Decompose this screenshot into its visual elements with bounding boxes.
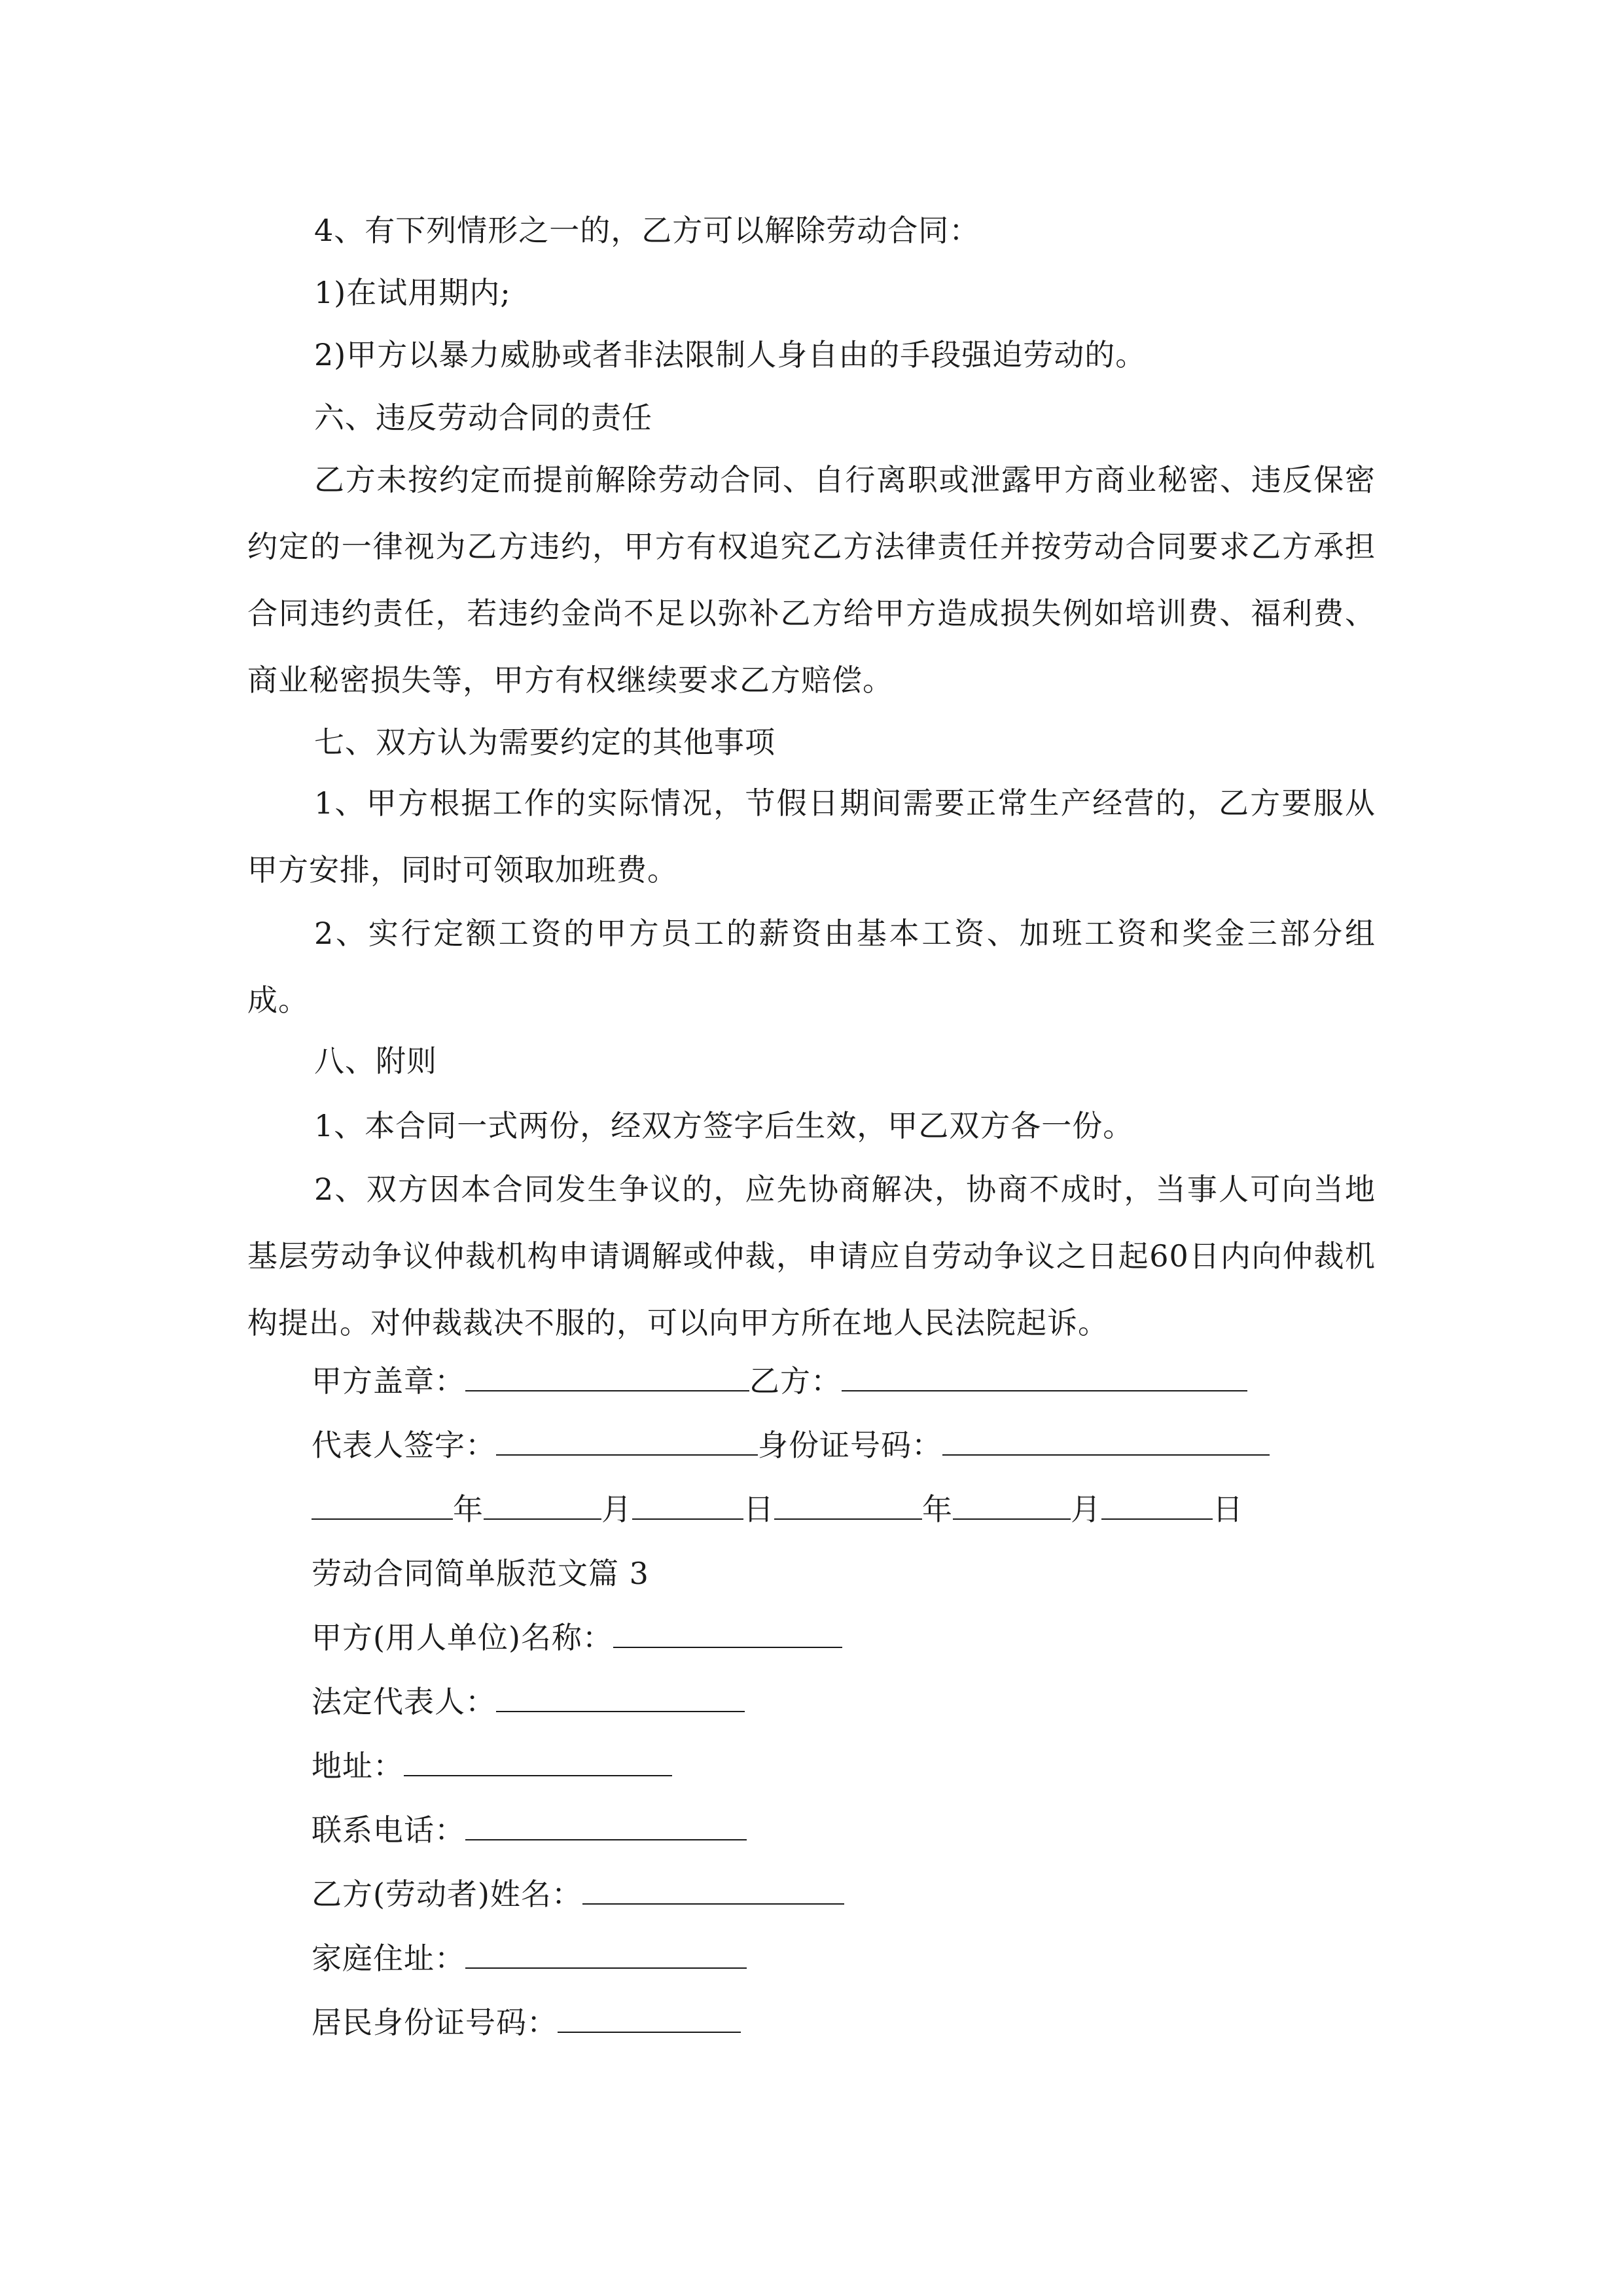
section-7-item-1: 1、甲方根据工作的实际情况，节假日期间需要正常生产经营的，乙方要服从甲方安排，同时可领取加班费。 bbox=[247, 785, 1376, 888]
party-a-seal-label: 甲方盖章： bbox=[312, 1363, 465, 1399]
section-8-item-2: 2、双方因本合同发生争议的，应先协商解决，协商不成时，当事人可向当地基层劳动争议仲裁机构申请调解或仲裁，申请应自劳动争议之日起60日内向仲裁机构提出。对仲裁裁决不服的，可以向甲方所在地人民法院起诉。 bbox=[247, 1172, 1376, 1340]
id-number-blank[interactable] bbox=[942, 1426, 1270, 1456]
legal-rep-blank[interactable] bbox=[496, 1682, 745, 1712]
section-6-heading: 六、违反劳动合同的责任 bbox=[314, 400, 652, 435]
party-a-year-blank[interactable] bbox=[312, 1490, 453, 1520]
party-a-month-label: 月 bbox=[601, 1492, 632, 1527]
party-a-month-blank[interactable] bbox=[484, 1490, 601, 1520]
signature-row-2 bbox=[312, 1426, 1270, 1465]
address-blank[interactable] bbox=[404, 1746, 672, 1776]
resident-id-row bbox=[312, 2003, 741, 2042]
representative-label: 代表人签字： bbox=[312, 1427, 496, 1463]
party-b-year-label: 年 bbox=[922, 1492, 953, 1527]
party-b-blank[interactable] bbox=[842, 1361, 1247, 1391]
party-a-year-label: 年 bbox=[453, 1492, 484, 1527]
home-address-blank[interactable] bbox=[465, 1939, 747, 1969]
section-6-body: 乙方未按约定而提前解除劳动合同、自行离职或泄露甲方商业秘密、违反保密约定的一律视为乙方违约，甲方有权追究乙方法律责任并按劳动合同要求乙方承担合同违约责任，若违约金尚不足以弥补乙方给甲方造成损失例如培训费、福利费、商业秘密损失等，甲方有权继续要求乙方赔偿。 bbox=[247, 462, 1376, 698]
section-8-item-1: 1、本合同一式两份，经双方签字后生效，甲乙双方各一份。 bbox=[314, 1108, 1134, 1143]
home-address-label: 家庭住址： bbox=[312, 1941, 465, 1976]
party-a-day-blank[interactable] bbox=[632, 1490, 743, 1520]
section-7-item-2: 2、实行定额工资的甲方员工的薪资由基本工资、加班工资和奖金三部分组成。 bbox=[247, 916, 1376, 1018]
representative-blank[interactable] bbox=[496, 1426, 758, 1456]
employee-name-blank[interactable] bbox=[582, 1874, 844, 1905]
address-label: 地址： bbox=[312, 1748, 404, 1784]
clause-4-item-2: 2)甲方以暴力威胁或者非法限制人身自由的手段强迫劳动的。 bbox=[314, 337, 1147, 372]
party-b-day-blank[interactable] bbox=[1101, 1490, 1213, 1520]
party-b-day-label: 日 bbox=[1213, 1492, 1243, 1527]
phone-blank[interactable] bbox=[465, 1810, 747, 1840]
party-b-month-blank[interactable] bbox=[953, 1490, 1071, 1520]
employer-name-blank[interactable] bbox=[613, 1618, 842, 1648]
phone-row bbox=[312, 1810, 747, 1850]
employee-name-row bbox=[312, 1874, 844, 1914]
address-row bbox=[312, 1746, 672, 1785]
resident-id-label: 居民身份证号码： bbox=[312, 2005, 558, 2040]
party-a-day-label: 日 bbox=[743, 1492, 774, 1527]
clause-4-intro: 4、有下列情形之一的，乙方可以解除劳动合同： bbox=[314, 213, 980, 248]
employer-name-label: 甲方(用人单位)名称： bbox=[312, 1620, 613, 1655]
legal-rep-row bbox=[312, 1682, 745, 1721]
section-7-heading: 七、双方认为需要约定的其他事项 bbox=[314, 725, 776, 760]
signature-date-row bbox=[312, 1490, 1243, 1529]
home-address-row bbox=[312, 1939, 747, 1978]
section-8-heading: 八、附则 bbox=[314, 1043, 437, 1079]
clause-4-item-1: 1)在试用期内; bbox=[314, 275, 511, 310]
legal-rep-label: 法定代表人： bbox=[312, 1684, 496, 1719]
party-b-month-label: 月 bbox=[1071, 1492, 1101, 1527]
signature-row-1 bbox=[312, 1361, 1247, 1401]
employee-name-label: 乙方(劳动者)姓名： bbox=[312, 1876, 582, 1912]
contract-3-title: 劳动合同简单版范文篇 3 bbox=[312, 1556, 649, 1591]
resident-id-blank[interactable] bbox=[558, 2003, 741, 2033]
party-a-seal-blank[interactable] bbox=[465, 1361, 749, 1391]
party-b-year-blank[interactable] bbox=[774, 1490, 922, 1520]
party-b-label: 乙方： bbox=[749, 1363, 842, 1399]
id-number-label: 身份证号码： bbox=[758, 1427, 942, 1463]
phone-label: 联系电话： bbox=[312, 1812, 465, 1848]
employer-name-row bbox=[312, 1618, 842, 1657]
